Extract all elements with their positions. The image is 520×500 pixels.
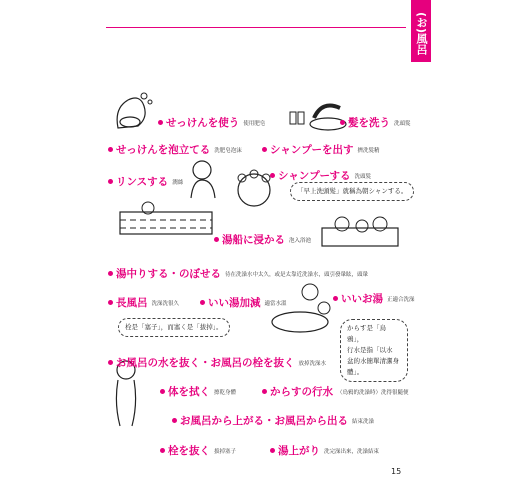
vocab-entry-shampoo <box>270 165 371 184</box>
vocab-japanese: 長風呂 <box>116 297 148 309</box>
bullet-icon <box>270 173 275 178</box>
bullet-icon <box>160 448 165 453</box>
bullet-icon <box>158 120 163 125</box>
vocab-chinese: 結束洗澡 <box>352 418 375 425</box>
vocab-entry-after-bath <box>270 440 379 459</box>
vocab-entry-drain-bath <box>108 352 326 371</box>
vocab-japanese: 湯上がり <box>278 445 320 457</box>
vocab-chinese: 洗頭髮 <box>354 173 371 180</box>
bullet-icon <box>333 296 338 301</box>
bullet-icon <box>108 300 113 305</box>
bullet-icon <box>108 179 113 184</box>
vocab-entry-dispense-shampoo <box>262 139 380 158</box>
vocab-chinese: 拔掉塞子 <box>214 448 237 455</box>
vocab-japanese: 湯船に浸かる <box>222 234 285 246</box>
vocab-japanese: 髪を洗う <box>348 117 390 129</box>
vocab-chinese: 洗澡洗很久 <box>151 300 180 307</box>
vocab-entry-crow-bath <box>262 381 409 400</box>
vocab-chinese: 待在洗澡水中太久，或是太靠近洗澡水，頭引發暈眩，頭暈 <box>225 271 369 278</box>
vocab-japanese: せっけんを泡立てる <box>116 144 211 156</box>
vocab-entry-soak-tub <box>214 229 311 248</box>
vocab-japanese: せっけんを使う <box>166 117 240 129</box>
vocab-entry-nice-bath <box>333 288 415 307</box>
bullet-icon <box>172 418 177 423</box>
vocab-chinese: 泡入浴池 <box>289 237 312 244</box>
crow-note-bubble <box>340 319 408 382</box>
bullet-icon <box>262 147 267 152</box>
bathtub-family-illustration <box>320 212 400 248</box>
vocab-chinese: 正適合洗澡 <box>387 296 415 303</box>
bathtub-soak-illustration <box>118 198 216 238</box>
bullet-icon <box>340 120 345 125</box>
bullet-icon <box>270 448 275 453</box>
crow-note-line: からす是「烏鴉」， <box>347 324 386 343</box>
vocab-entry-good-temperature <box>200 292 287 311</box>
vocab-japanese: お風呂から上がる・お風呂から出る <box>180 415 348 427</box>
page-number: 15 <box>391 467 402 476</box>
vocab-entry-rinse <box>108 171 183 190</box>
crow-note-line: 體」。 <box>347 368 364 376</box>
vocab-japanese: いい湯加減 <box>208 297 261 309</box>
vocab-entry-pull-stopper <box>160 440 236 459</box>
vocab-entry-long-bath <box>108 292 179 311</box>
bullet-icon <box>160 389 165 394</box>
vocab-chinese: 洗完澡出來，洗澡結束 <box>324 448 380 455</box>
vocab-japanese: いいお湯 <box>341 293 383 305</box>
vocab-japanese: 体を拭く <box>168 386 210 398</box>
vocab-entry-lather-soap <box>108 139 242 158</box>
vocab-japanese: 栓を抜く <box>168 445 210 457</box>
vocab-entry-dry-body <box>160 381 236 400</box>
crow-note-line: 行水是指「以水 <box>347 346 393 354</box>
section-tab: (お)風呂 <box>411 0 431 62</box>
bullet-icon <box>108 360 113 365</box>
hair-wash-illustration <box>288 98 348 133</box>
bullet-icon <box>108 147 113 152</box>
asa-shan-note-bubble: 「早上洗頭髮」就稱為朝シャンする。 <box>290 182 414 201</box>
rinse-person-illustration <box>185 158 220 203</box>
stopper-note-bubble: 栓是「塞子」，而塞く是「拔掉」。 <box>118 318 230 337</box>
vocab-japanese: シャンプーを出す <box>270 144 354 156</box>
header-rule <box>106 27 406 28</box>
vocab-chinese: 洗頭髮 <box>394 120 411 127</box>
vocab-chinese: 放掉洗澡水 <box>298 360 327 367</box>
vocab-chinese: 潤絲 <box>172 179 184 186</box>
vocab-chinese: 適當水溫 <box>264 300 287 307</box>
vocab-entry-finish-bath <box>172 410 374 429</box>
soap-hands-illustration <box>110 88 155 138</box>
bullet-icon <box>262 389 267 394</box>
bullet-icon <box>108 271 113 276</box>
vocab-chinese: （鳥鴉的洗澡時）洗得很隨便 <box>337 389 409 396</box>
vocab-japanese: からすの行水 <box>270 386 333 398</box>
vocab-entry-wash-hair <box>340 112 411 131</box>
vocab-japanese: シャンプーする <box>278 170 351 182</box>
vocab-japanese: 湯中りする・のぼせる <box>116 268 221 280</box>
vocab-chinese: 使用肥皂 <box>243 120 266 127</box>
bullet-icon <box>200 300 205 305</box>
bullet-icon <box>214 237 219 242</box>
vocab-chinese: 洗肥皂泡沫 <box>214 147 242 154</box>
crow-note-line: 盆的水簡單清潔身 <box>347 357 399 365</box>
vocab-entry-soap-use <box>158 112 265 131</box>
vocab-japanese: お風呂の水を抜く・お風呂の栓を抜く <box>116 357 295 369</box>
vocab-chinese: 擠洗髮精 <box>357 147 380 154</box>
vocab-chinese: 擦乾身體 <box>214 389 237 396</box>
vocab-japanese: リンスする <box>116 176 169 188</box>
vocab-entry-overheated <box>108 263 368 282</box>
